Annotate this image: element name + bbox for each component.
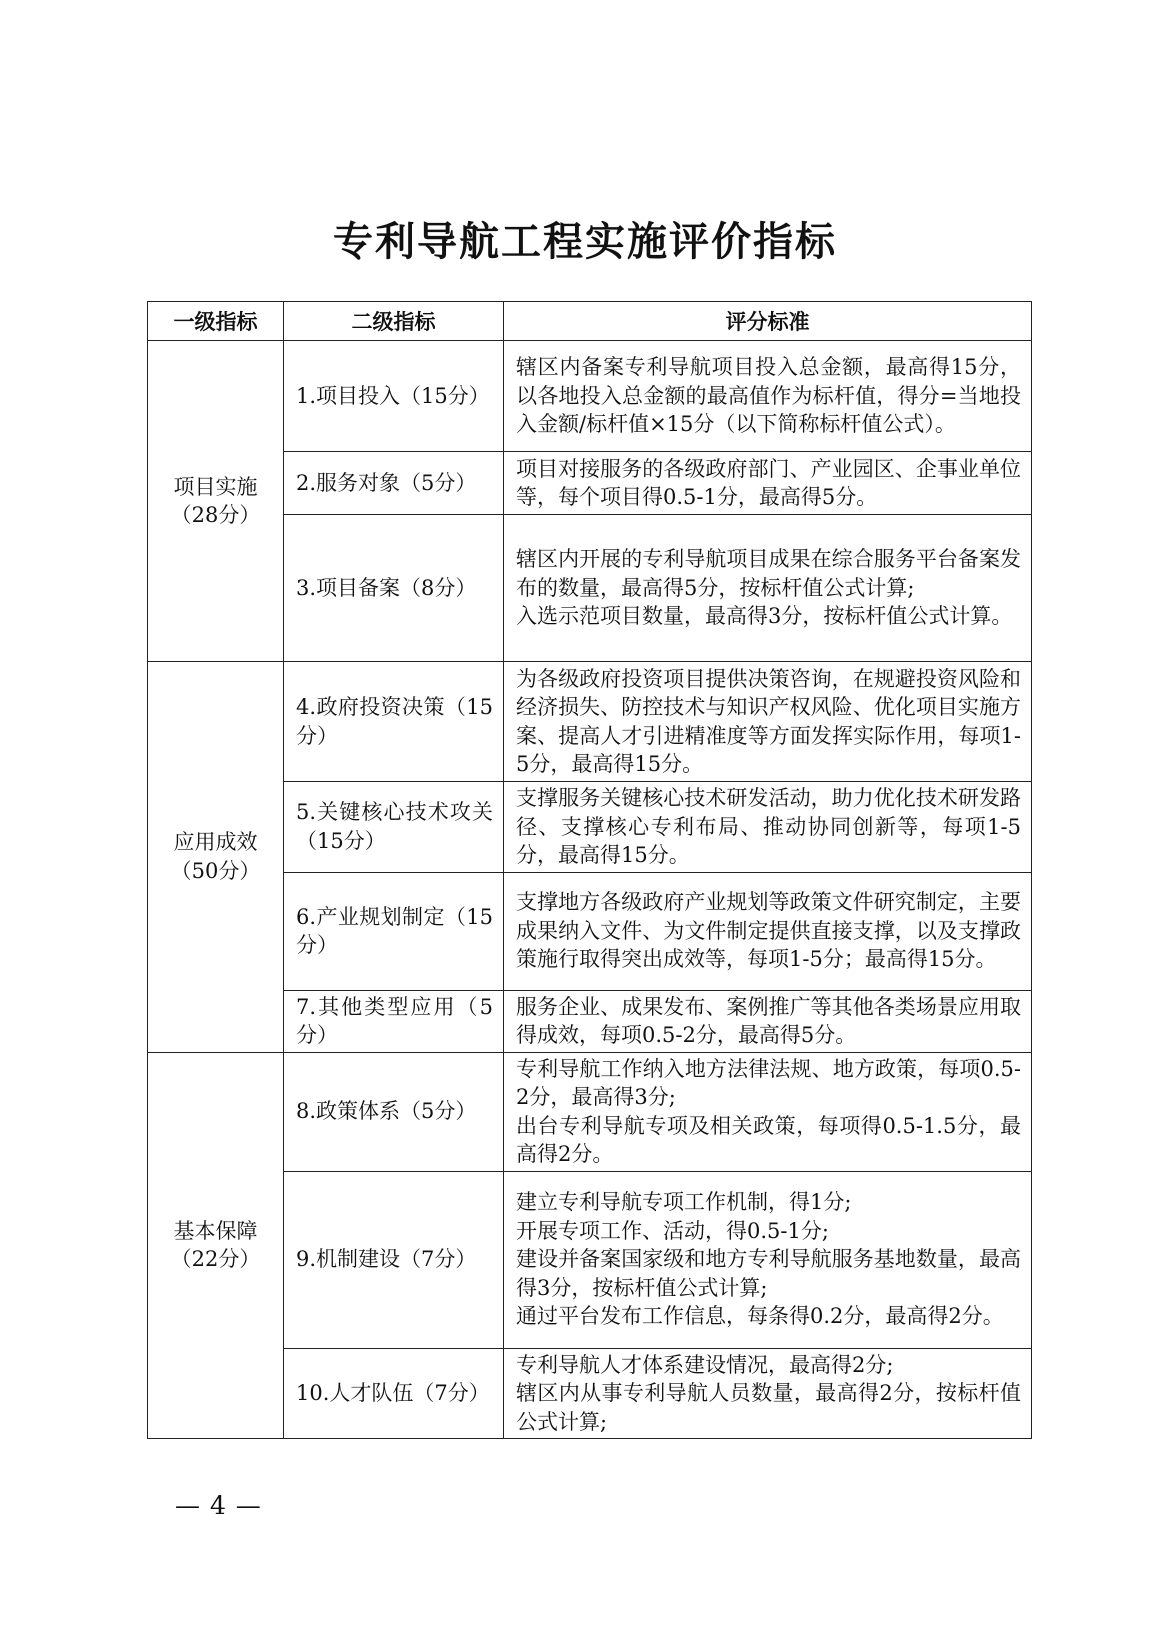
criteria-line: 辖区内从事专利导航人员数量，最高得2分，按标杆值公式计算; (516, 1381, 1021, 1434)
criteria-line: 支撑服务关键核心技术研发活动，助力优化技术研发路径、支撑核心专利布局、推动协同创新等，每项1-5分，最高得15分。 (516, 786, 1021, 867)
criteria-cell (504, 1348, 1032, 1439)
level2-cell: 5.关键核心技术攻关（15分） (284, 782, 504, 873)
level2-cell: 9.机制建设（7分） (284, 1171, 504, 1348)
criteria-cell (504, 515, 1032, 662)
level1-score: （28分） (170, 503, 261, 527)
table-row (148, 341, 1032, 452)
criteria-line: 建立专利导航专项工作机制，得1分; (516, 1190, 852, 1215)
criteria-line: 项目对接服务的各级政府部门、产业园区、企事业单位等，每个项目得0.5-1分，最高得5分。 (516, 456, 1021, 509)
criteria-line: 建设并备案国家级和地方专利导航服务基地数量，最高得3分，按标杆值公式计算; (516, 1247, 1021, 1300)
level2-cell: 3.项目备案（8分） (284, 515, 504, 662)
table-header-row (148, 302, 1032, 341)
criteria-line: 通过平台发布工作信息，每条得0.2分，最高得2分。 (516, 1304, 1004, 1329)
header-level2: 二级指标 (284, 302, 504, 341)
criteria-cell (504, 1171, 1032, 1348)
level2-cell: 6.产业规划制定（15分） (284, 872, 504, 990)
criteria-cell (504, 662, 1032, 782)
header-level1: 一级指标 (148, 302, 284, 341)
level1-cell (148, 1052, 284, 1439)
level1-name: 项目实施 (173, 474, 258, 499)
page-number: — 4 — (175, 1491, 262, 1520)
criteria-line: 专利导航人才体系建设情况，最高得2分; (516, 1352, 894, 1377)
criteria-cell (504, 1052, 1032, 1171)
criteria-cell (504, 452, 1032, 515)
criteria-cell (504, 782, 1032, 873)
criteria-line: 开展专项工作、活动，得0.5-1分; (516, 1218, 829, 1243)
level1-score: （22分） (170, 1247, 261, 1272)
page-title: 专利导航工程实施评价指标 (333, 219, 837, 265)
level2-cell: 8.政策体系（5分） (284, 1052, 504, 1171)
criteria-cell (504, 341, 1032, 452)
criteria-line: 辖区内备案专利导航项目投入总金额，最高得15分，以各地投入总金额的最高值作为标杆值，得分=当地投入金额/标杆值×15分（以下简称标杆值公式）。 (516, 355, 1021, 437)
level2-cell: 4.政府投资决策（15分） (284, 662, 504, 782)
level2-cell: 10.人才队伍（7分） (284, 1348, 504, 1439)
header-criteria: 评分标准 (504, 302, 1032, 341)
level1-name: 应用成效 (173, 830, 258, 855)
criteria-line: 专利导航工作纳入地方法律法规、地方政策，每项0.5-2分，最高得3分; (516, 1056, 1021, 1109)
criteria-line: 支撑地方各级政府产业规划等政策文件研究制定，主要成果纳入文件、为文件制定提供直接支撑，以及支撑政策施行取得突出成效等，每项1-5分；最高得15分。 (516, 890, 1021, 972)
criteria-cell (504, 872, 1032, 990)
level2-cell: 7.其他类型应用（5分） (284, 990, 504, 1052)
level1-cell (148, 341, 284, 662)
level2-cell: 2.服务对象（5分） (284, 452, 504, 515)
criteria-line: 辖区内开展的专利导航项目成果在综合服务平台备案发布的数量，最高得5分，按标杆值公式计算; (516, 547, 1021, 600)
criteria-cell (504, 990, 1032, 1052)
criteria-line: 为各级政府投资项目提供决策咨询，在规避投资风险和经济损失、防控技术与知识产权风险、优化项目实施方案、提高人才引进精准度等方面发挥实际作用，每项1-5分，最高得15分。 (516, 666, 1021, 776)
evaluation-table (147, 301, 1032, 1439)
table-row (148, 662, 1032, 782)
level2-cell: 1.项目投入（15分） (284, 341, 504, 452)
level1-name: 基本保障 (173, 1218, 258, 1243)
criteria-line: 出台专利导航专项及相关政策，每项得0.5-1.5分，最高得2分。 (516, 1113, 1021, 1166)
criteria-line: 入选示范项目数量，最高得3分，按标杆值公式计算。 (516, 604, 1013, 629)
level1-cell (148, 662, 284, 1053)
criteria-line: 服务企业、成果发布、案例推广等其他各类场景应用取得成效，每项0.5-2分，最高得5分。 (516, 994, 1021, 1047)
table-row (148, 1052, 1032, 1171)
level1-score: （50分） (170, 858, 261, 883)
